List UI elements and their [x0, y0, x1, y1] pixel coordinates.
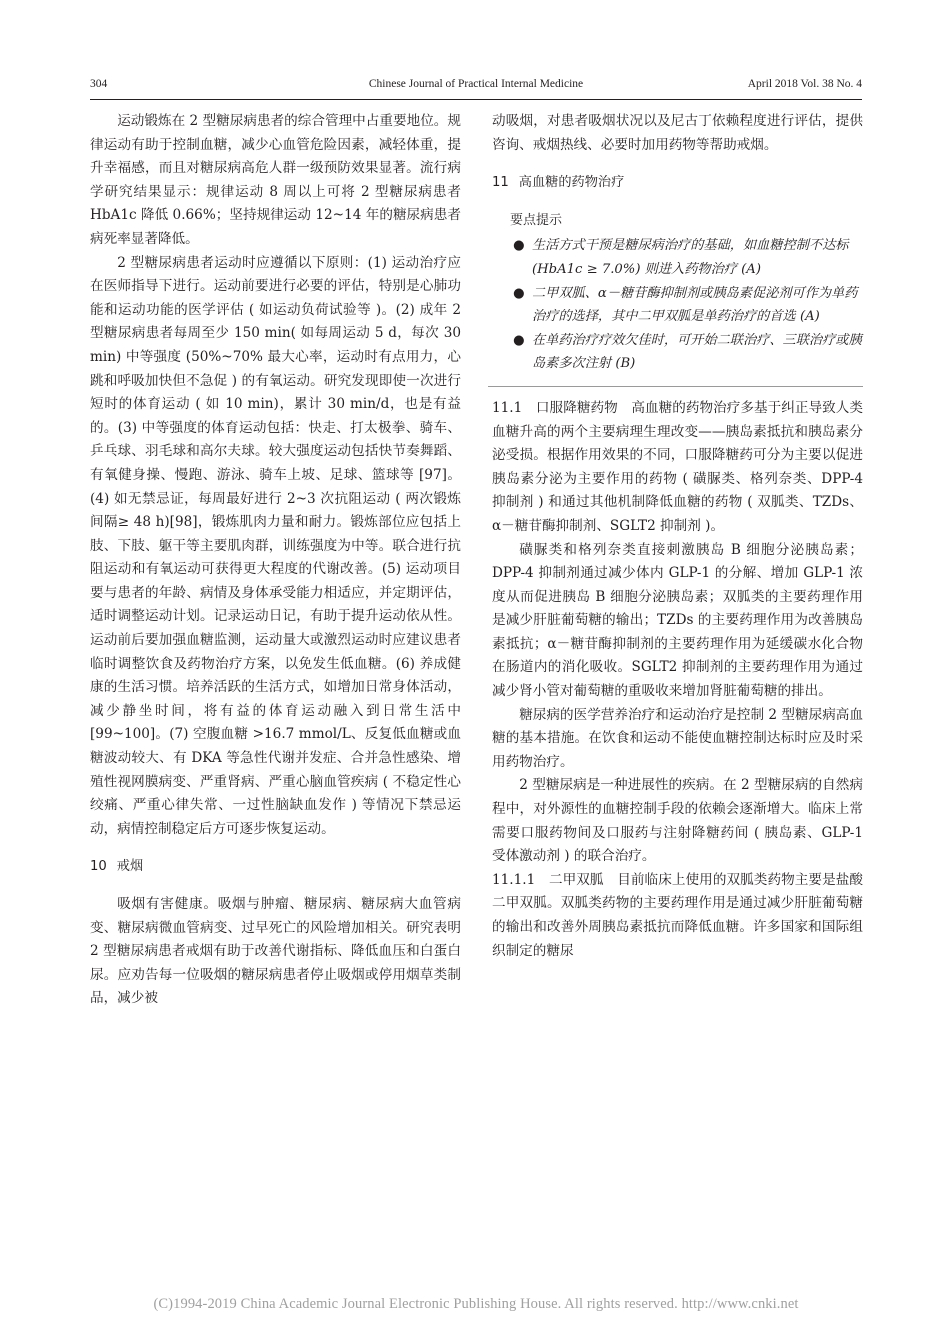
paragraph-progressive-disease: 2 型糖尿病是一种进展性的疾病。在 2 型糖尿病的自然病程中，对外源性的血糖控制手段的依赖会逐渐增大。临床上常需要口服药物间及口服药与注射降糖药间 ( 胰岛素、GLP-1 受体激动剂 ) 的联合治疗。 — [492, 777, 863, 865]
key-point-text: 生活方式干预是糖尿病治疗的基础，如血糖控制不达标 (HbA1c ≥ 7.0%) 则进入药物治疗 (A) — [532, 238, 849, 277]
left-column — [90, 110, 461, 1011]
section-title: 戒烟 — [116, 859, 144, 875]
copyright-footer: (C)1994-2019 China Academic Journal Electronic Publishing House. All rights reserved. http://www.cnki.net — [153, 1296, 799, 1312]
section-title: 高血糖的药物治疗 — [518, 175, 625, 191]
bullet-icon: ● — [513, 285, 525, 301]
key-point-text: 在单药治疗疗效欠佳时，可开始二联治疗、三联治疗或胰岛素多次注射 (B) — [532, 332, 862, 372]
right-column — [492, 110, 863, 963]
paragraph-smoking-cont: 动吸烟，对患者吸烟状况以及尼古丁依赖程度进行评估，提供咨询、戒烟热线、必要时加用药物等帮助戒烟。 — [492, 113, 863, 153]
section-number: 10 — [90, 859, 107, 875]
paragraph-exercise-intro: 运动锻炼在 2 型糖尿病患者的综合管理中占重要地位。规律运动有助于控制血糖，减少心血管危险因素，减轻体重，提升幸福感，而且对糖尿病高危人群一级预防效果显著。流行病学研究结果显示：规律运动 8 周以上可将 2 型糖尿病患者 HbA1c 降低 0.66%；坚持规律运动 12~14 年的糖尿病患者病死率显著降低。 — [90, 113, 461, 247]
section-heading-10 — [90, 855, 461, 879]
header-rule — [90, 99, 862, 100]
bullet-icon: ● — [513, 332, 525, 348]
key-point-item — [510, 234, 863, 281]
page-number: 304 — [90, 78, 108, 90]
journal-name: Chinese Journal of Practical Internal Medicine — [368, 78, 584, 90]
key-point-item — [510, 329, 863, 376]
issue-info: April 2018 Vol. 38 No. 4 — [747, 78, 862, 90]
bullet-icon: ● — [513, 238, 525, 254]
key-point-item — [510, 282, 863, 329]
paragraph-basic-measures: 糖尿病的医学营养治疗和运动治疗是控制 2 型糖尿病高血糖的基本措施。在饮食和运动不能使血糖控制达标时应及时采用药物治疗。 — [492, 706, 863, 770]
key-point-text: 二甲双胍、α－糖苷酶抑制剂或胰岛素促泌剂可作为单药治疗的选择，其中二甲双胍是单药治疗的首选 (A) — [532, 285, 858, 325]
paragraph-exercise-principles: 2 型糖尿病患者运动时应遵循以下原则：(1) 运动治疗应在医师指导下进行。运动前要进行必要的评估，特别是心肺功能和运动功能的医学评估 ( 如运动负荷试验等 )。(2) 成年 2 型糖尿病患者每周至少 150 min( 如每周运动 5 d，每次 30 min) 中等强度 (50%~70% 最大心率，运动时有点用力，心跳和呼吸加快但不急促 ) 的有氧运动。研究发现即使一次进行短时的体育运动 ( 如 10 min)，累计 30 min/d，也是有益的。(3) 中等强度的体育运动包括：快走、打太极拳、骑车、乒乓球、羽毛球和高尔夫球。较大强度运动包括快节奏舞蹈、有氧健身操、慢跑、游泳、骑车上坡、足球、篮球等 [97]。(4) 如无禁忌证，每周最好进行 2~3 次抗阻运动 ( 两次锻炼间隔≥ 48 h)[98]，锻炼肌肉力量和耐力。锻炼部位应包括上肢、下肢、躯干等主要肌肉群，训练强度为中等。联合进行抗阻运动和有氧运动可获得更大程度的代谢改善。(5) 运动项目要与患者的年龄、病情及身体承受能力相适应，并定期评估，适时调整运动计划。记录运动日记，有助于提升运动依从性。运动前后要加强血糖监测，运动量大或激烈运动时应建议患者临时调整饮食及药物治疗方案，以免发生低血糖。(6) 养成健康的生活习惯。培养活跃的生活方式，如增加日常身体活动，减少静坐时间，将有益的体育运动融入到日常生活中 [99~100]。(7) 空腹血糖 >16.7 mmol/L、反复低血糖或血糖波动较大、有 DKA 等急性代谢并发症、合并急性感染、增殖性视网膜病变、严重肾病、严重心脑血管疾病 ( 不稳定性心绞痛、严重心律失常、一过性脑缺血发作 ) 等情况下禁忌运动，病情控制稳定后方可逐步恢复运动。 — [90, 254, 461, 837]
key-points-box — [492, 209, 863, 376]
key-points-divider — [488, 386, 863, 387]
section-heading-11 — [492, 171, 863, 195]
paragraph-drug-mechanisms: 磺脲类和格列奈类直接刺激胰岛 B 细胞分泌胰岛素；DPP-4 抑制剂通过减少体内 GLP-1 的分解、增加 GLP-1 浓度从而促进胰岛 B 细胞分泌胰岛素；双胍类的主要药理作用是减少肝脏葡萄糖的输出；TZDs 的主要药理作用为改善胰岛素抵抗；α－糖苷酶抑制剂的主要药理作用为延缓碳水化合物在肠道内的消化吸收。SGLT2 抑制剂的主要药理作用为通过减少肾小管对葡萄糖的重吸收来增加肾脏葡萄糖的排出。 — [492, 541, 863, 700]
paragraph-metformin: 11.1.1 二甲双胍 目前临床上使用的双胍类药物主要是盐酸二甲双胍。双胍类药物的主要药理作用是通过减少肝脏葡萄糖的输出和改善外周胰岛素抵抗而降低血糖。许多国家和国际组织制定的糖尿 — [492, 871, 863, 959]
paragraph-smoking: 吸烟有害健康。吸烟与肿瘤、糖尿病、糖尿病大血管病变、糖尿病微血管病变、过早死亡的风险增加相关。研究表明 2 型糖尿病患者戒烟有助于改善代谢指标、降低血压和白蛋白尿。应劝告每一位吸烟的糖尿病患者停止吸烟或停用烟草类制品，减少被 — [90, 896, 461, 1007]
key-points-title: 要点提示 — [510, 212, 563, 228]
paragraph-oral-drugs: 11.1 口服降糖药物 高血糖的药物治疗多基于纠正导致人类血糖升高的两个主要病理生理改变——胰岛素抵抗和胰岛素分泌受损。根据作用效果的不同，口服降糖药可分为主要以促进胰岛素分泌为主要作用的药物 ( 磺脲类、格列奈类、DPP-4 抑制剂 ) 和通过其他机制降低血糖的药物 ( 双胍类、TZDs、α－糖苷酶抑制剂、SGLT2 抑制剂 )。 — [492, 399, 863, 534]
section-number: 11 — [492, 175, 509, 191]
